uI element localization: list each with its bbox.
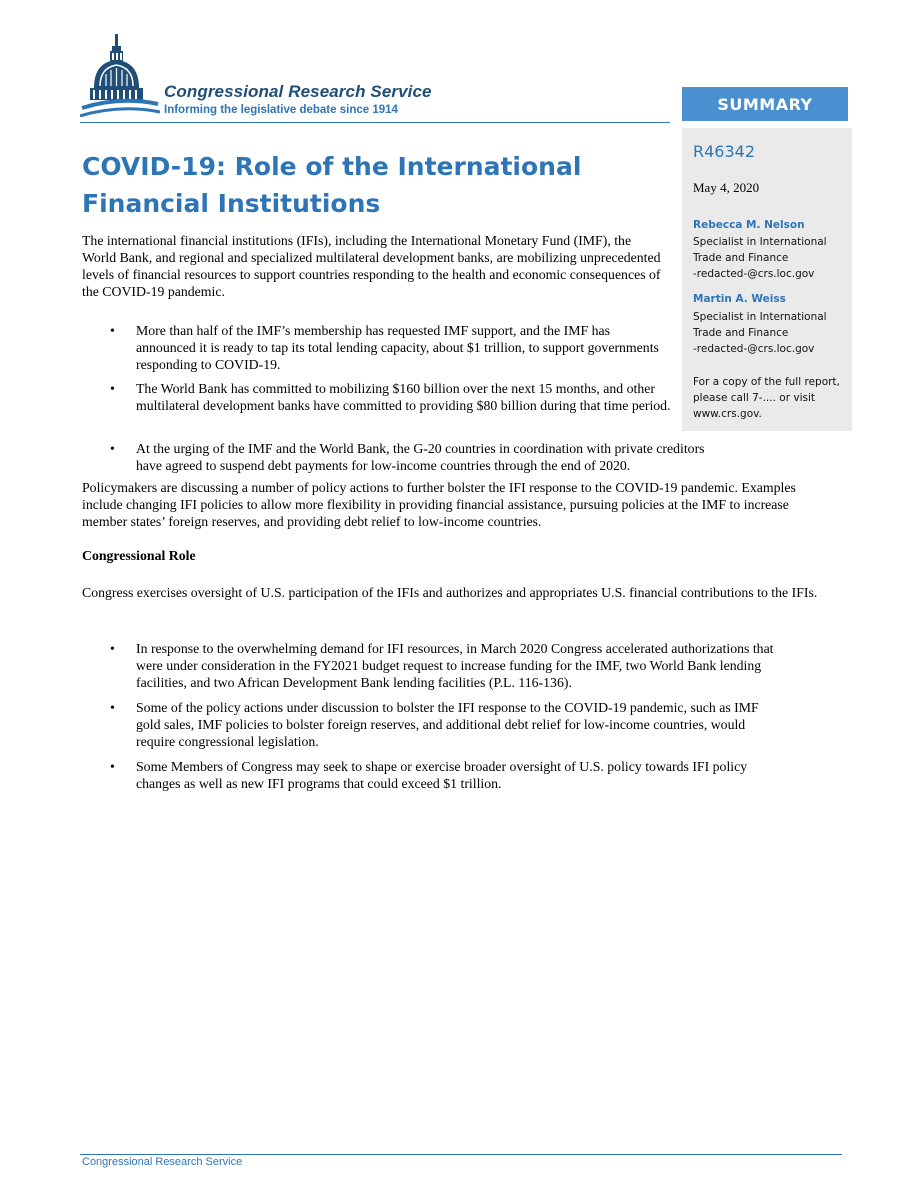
- policy-paragraph: Policymakers are discussing a number of policy actions to further bolster the IFI response to the COVID-19 pandemic. Examples include changing IFI policies to allow more flexibility in providing financial assistance, pursuing policies at the IMF to increase member states’ foreign reserves, and providing debt relief to low-income countries.: [82, 480, 796, 529]
- capitol-dome-icon: [80, 32, 160, 122]
- list-item: [110, 322, 666, 373]
- list-item: [110, 440, 716, 474]
- report-date: May 4, 2020: [693, 180, 760, 195]
- author-title: Trade and Finance: [693, 252, 789, 264]
- header-divider: [80, 122, 670, 123]
- bullet-icon: •: [110, 700, 115, 715]
- author-title: Specialist in International: [693, 236, 827, 248]
- author-name: Martin A. Weiss: [693, 293, 786, 305]
- list-item: [110, 699, 776, 750]
- summary-sidebar: [682, 128, 852, 431]
- bullet-icon: •: [110, 441, 115, 456]
- header: [80, 32, 670, 124]
- org-tagline: Informing the legislative debate since 1914: [164, 104, 398, 116]
- bullet-icon: •: [110, 381, 115, 396]
- author-title: Trade and Finance: [693, 327, 789, 339]
- bullet-text: In response to the overwhelming demand for IFI resources, in March 2020 Congress accelerated authorizations that were under consideration in the FY2021 budget request to increase funding for the IMF, two World Bank lending facilities, and two African Development Bank lending facilities (P.L. 116-136).: [136, 641, 774, 690]
- bullet-icon: •: [110, 759, 115, 774]
- footer-divider: [80, 1154, 842, 1155]
- bullet-text: Some of the policy actions under discussion to bolster the IFI response to the COVID-19 pandemic, such as IMF gold sales, IMF policies to bolster foreign reserves, and additional debt relief for low-income countries, would require congressional legislation.: [136, 700, 759, 749]
- org-name: Congressional Research Service: [164, 82, 432, 101]
- section-heading: Congressional Role: [82, 548, 196, 563]
- report-number: R46342: [693, 142, 756, 161]
- summary-header: SUMMARY: [682, 87, 848, 121]
- author-name: Rebecca M. Nelson: [693, 219, 805, 231]
- congress-paragraph: Congress exercises oversight of U.S. participation of the IFIs and authorizes and appropriates U.S. financial contributions to the IFIs.: [82, 585, 818, 600]
- page-title: COVID-19: Role of the International Financial Institutions: [82, 152, 582, 218]
- bullet-text: The World Bank has committed to mobilizing $160 billion over the next 15 months, and other multilateral development banks have committed to providing $80 billion during that time period.: [136, 381, 671, 413]
- bullet-text: More than half of the IMF’s membership has requested IMF support, and the IMF has announced it is ready to tap its total lending capacity, about $1 trillion, to support governments responding to COVID-19.: [136, 323, 659, 372]
- author-email: -redacted-@crs.loc.gov: [693, 343, 815, 355]
- author-email: -redacted-@crs.loc.gov: [693, 268, 815, 280]
- bullet-text: Some Members of Congress may seek to shape or exercise broader oversight of U.S. policy towards IFI policy changes as well as new IFI programs that could exceed $1 trillion.: [136, 759, 748, 791]
- bullet-icon: •: [110, 323, 115, 338]
- author-title: Specialist in International: [693, 311, 827, 323]
- list-item: [110, 380, 676, 414]
- intro-paragraph: The international financial institutions (IFIs), including the International Monetary Fund (IMF), the World Bank, and regional and specialized multilateral development banks, are mobilizing unprecedented levels of financial resources to support countries responding to the health and economic consequences of the COVID-19 pandemic.: [82, 233, 661, 299]
- copy-note: For a copy of the full report, please call 7-.... or visit www.crs.gov.: [693, 376, 840, 420]
- list-item: [110, 640, 800, 691]
- bullet-icon: •: [110, 641, 115, 656]
- footer-text: Congressional Research Service: [82, 1156, 243, 1168]
- bullet-text: At the urging of the IMF and the World Bank, the G-20 countries in coordination with private creditors have agreed to suspend debt payments for low-income countries through the end of 2020.: [136, 441, 705, 473]
- list-item: [110, 758, 776, 792]
